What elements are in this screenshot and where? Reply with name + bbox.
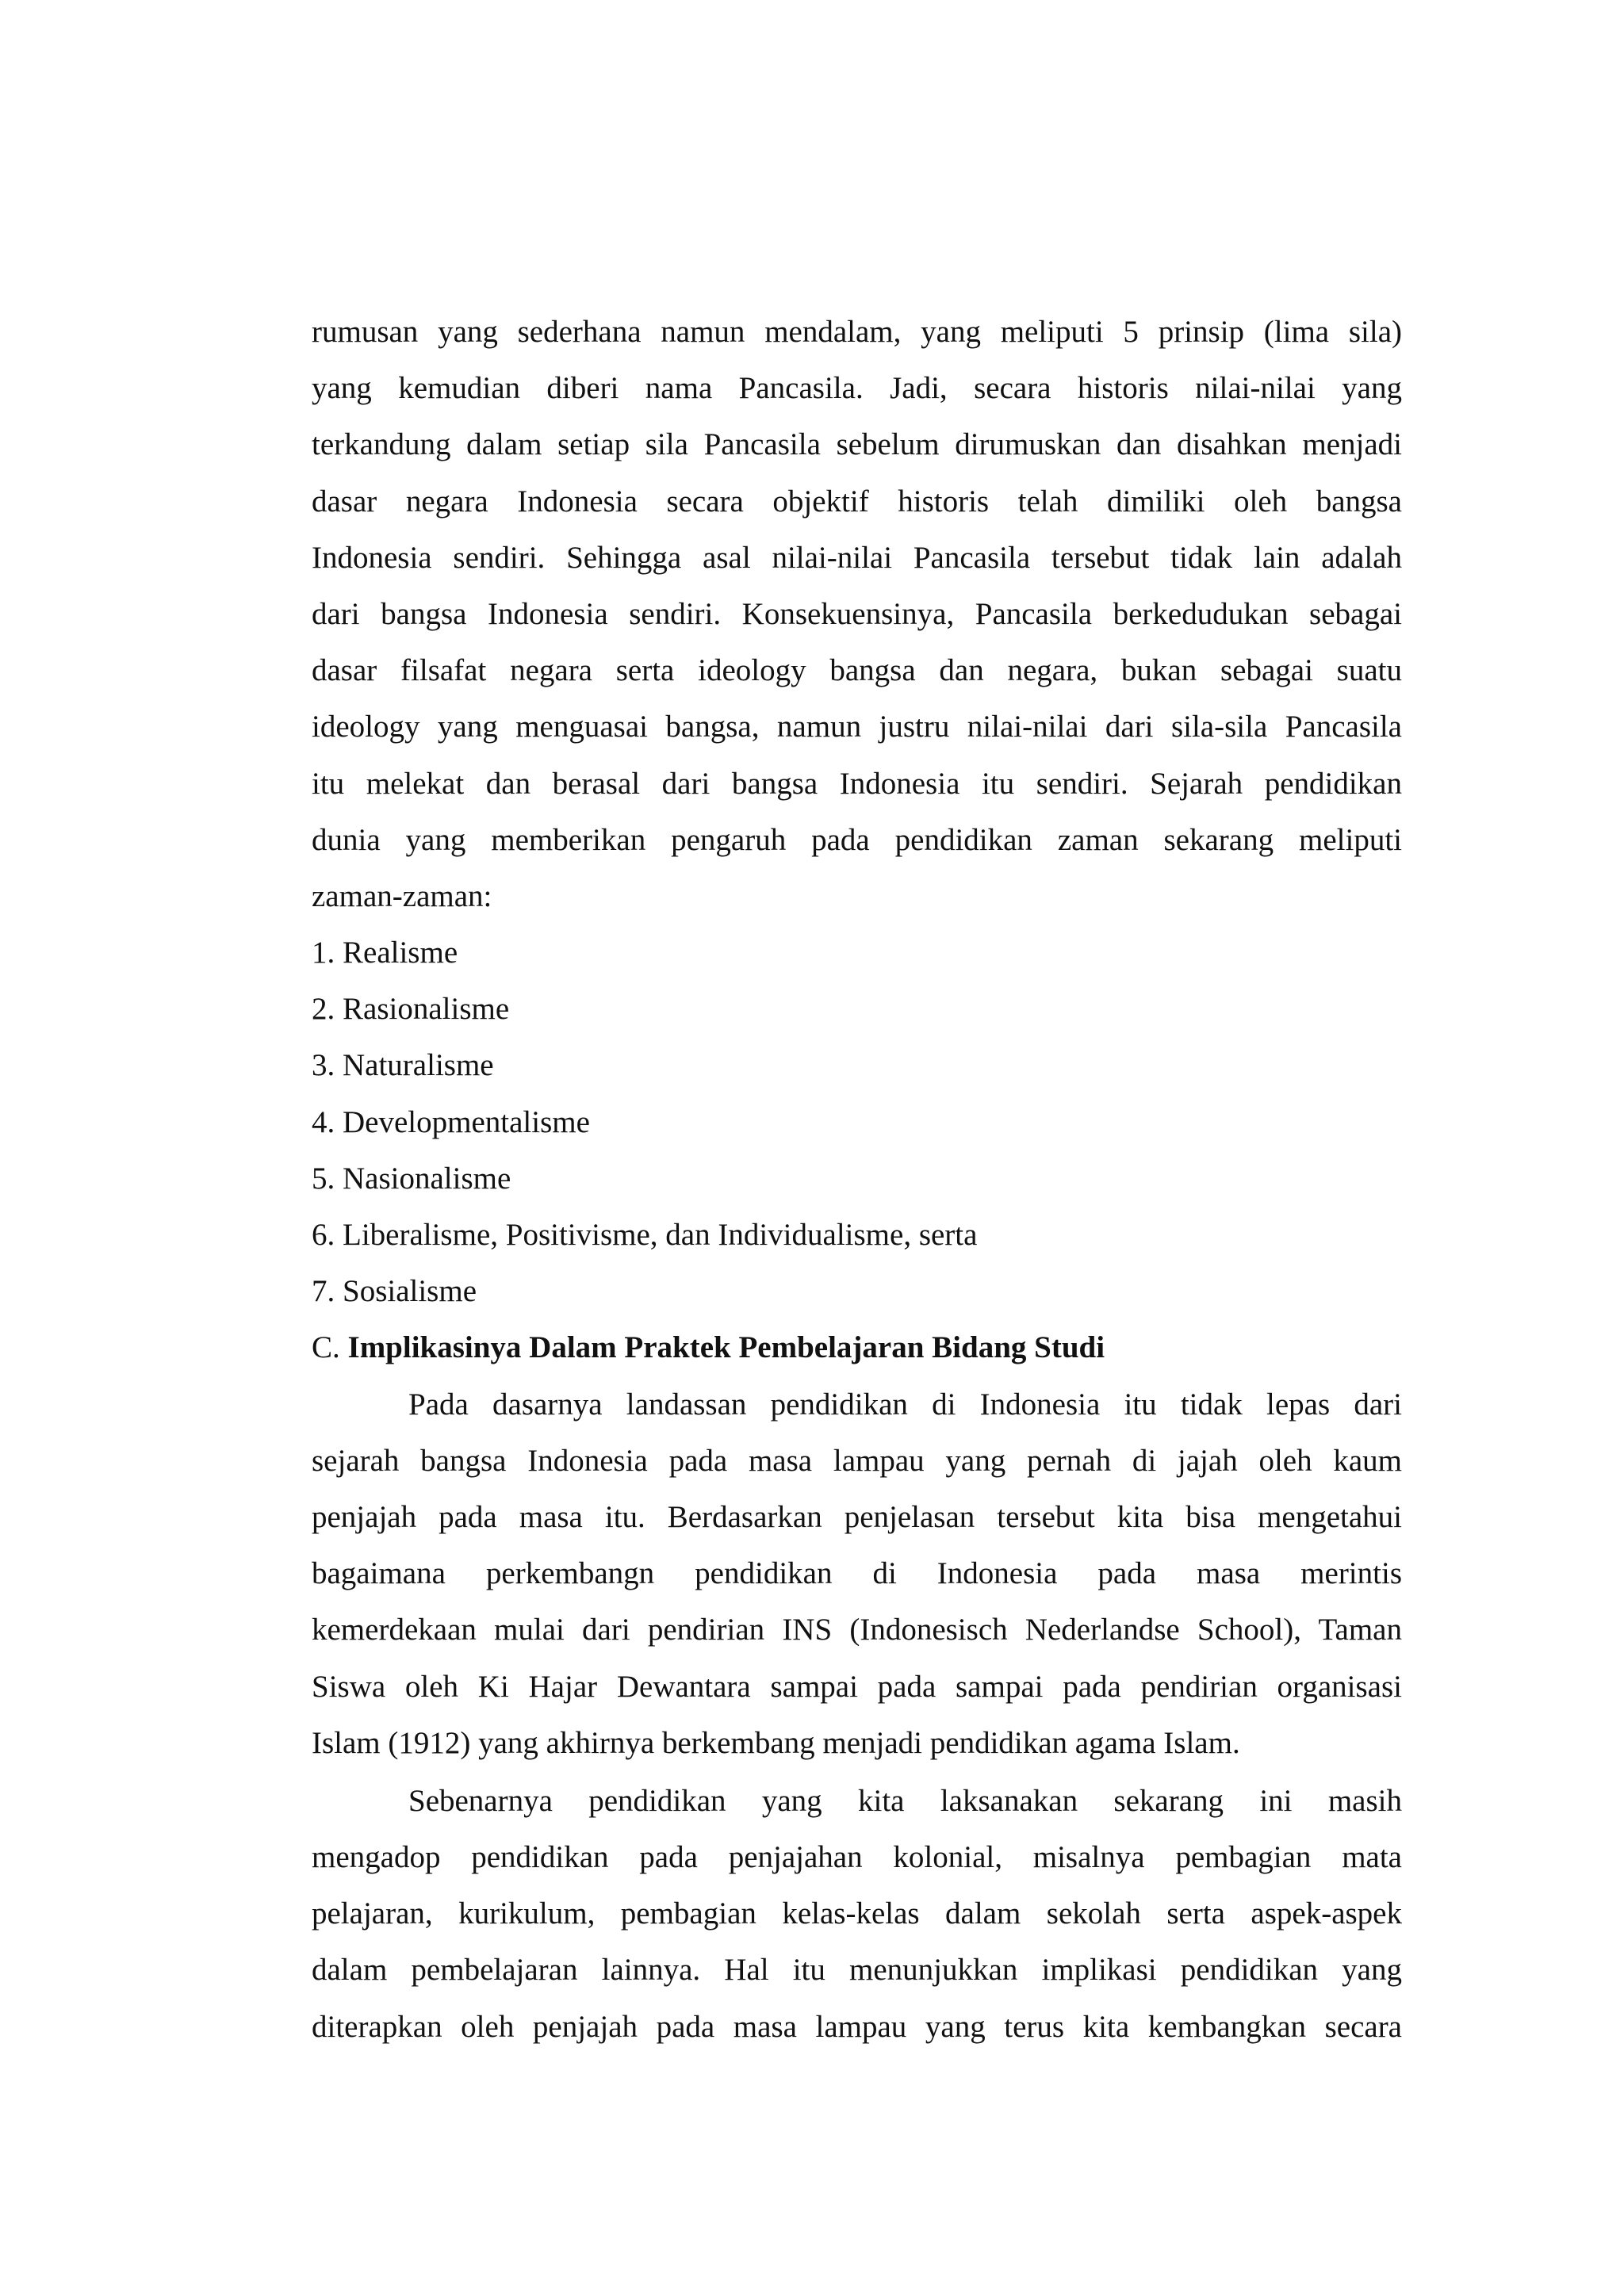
text-line: yang kemudian diberi nama Pancasila. Jadi, secara historis nilai-nilai yang (312, 371, 1402, 406)
paragraph-pancasila (312, 304, 1402, 924)
text-line: Pada dasarnya landassan pendidikan di Indonesia itu tidak lepas dari (408, 1387, 1402, 1422)
text-line: bagaimana perkembangn pendidikan di Indonesia pada masa merintis (312, 1556, 1402, 1591)
text-line: ideology yang menguasai bangsa, namun justru nilai-nilai dari sila-sila Pancasila (312, 710, 1402, 744)
text-line: dasar filsafat negara serta ideology bangsa dan negara, bukan sebagai suatu (312, 653, 1402, 688)
text-line: diterapkan oleh penjajah pada masa lampau yang terus kita kembangkan secara (312, 2009, 1402, 2044)
document-page (312, 304, 1402, 2055)
list-item: 7. Sosialisme (312, 1274, 477, 1309)
text-line: Siswa oleh Ki Hajar Dewantara sampai pada sampai pada pendirian organisasi (312, 1669, 1402, 1704)
text-line: Indonesia sendiri. Sehingga asal nilai-nilai Pancasila tersebut tidak lain adalah (312, 540, 1402, 575)
text-line: sejarah bangsa Indonesia pada masa lampau yang pernah di jajah oleh kaum (312, 1443, 1402, 1478)
text-line: terkandung dalam setiap sila Pancasila sebelum dirumuskan dan disahkan menjadi (312, 427, 1402, 462)
text-line: dalam pembelajaran lainnya. Hal itu menunjukkan implikasi pendidikan yang (312, 1953, 1402, 1988)
list-item: 2. Rasionalisme (312, 992, 510, 1027)
text-line: pelajaran, kurikulum, pembagian kelas-kelas dalam sekolah serta aspek-aspek (312, 1896, 1402, 1931)
paragraph-colonial-education (312, 1773, 1402, 2055)
list-item: 6. Liberalisme, Positivisme, dan Individualisme, serta (312, 1218, 978, 1252)
text-line: dunia yang memberikan pengaruh pada pendidikan zaman sekarang meliputi (312, 822, 1402, 857)
list-item: 3. Naturalisme (312, 1048, 494, 1083)
text-line: rumusan yang sederhana namun mendalam, yang meliputi 5 prinsip (lima sila) (312, 315, 1402, 349)
text-line: zaman-zaman: (312, 878, 492, 913)
text-line: kemerdekaan mulai dari pendirian INS (Indonesisch Nederlandse School), Taman (312, 1613, 1402, 1647)
list-item: 1. Realisme (312, 936, 458, 970)
paragraph-implications (312, 1376, 1402, 1771)
list-item: 5. Nasionalisme (312, 1161, 511, 1196)
text-line: dari bangsa Indonesia sendiri. Konsekuensinya, Pancasila berkedudukan sebagai (312, 596, 1402, 631)
section-title: Implikasinya Dalam Praktek Pembelajaran Bidang Studi (347, 1330, 1105, 1365)
text-line: Islam (1912) yang akhirnya berkembang menjadi pendidikan agama Islam. (312, 1725, 1240, 1760)
era-list (312, 924, 1402, 1319)
text-line: mengadop pendidikan pada penjajahan kolonial, misalnya pembagian mata (312, 1840, 1402, 1875)
section-heading (312, 1319, 1402, 1376)
section-letter: C. (312, 1330, 348, 1365)
text-line: dasar negara Indonesia secara objektif historis telah dimiliki oleh bangsa (312, 484, 1402, 519)
list-item: 4. Developmentalisme (312, 1104, 590, 1139)
text-line: penjajah pada masa itu. Berdasarkan penjelasan tersebut kita bisa mengetahui (312, 1499, 1402, 1534)
text-line: Sebenarnya pendidikan yang kita laksanakan sekarang ini masih (408, 1783, 1402, 1818)
text-line: itu melekat dan berasal dari bangsa Indonesia itu sendiri. Sejarah pendidikan (312, 766, 1402, 801)
